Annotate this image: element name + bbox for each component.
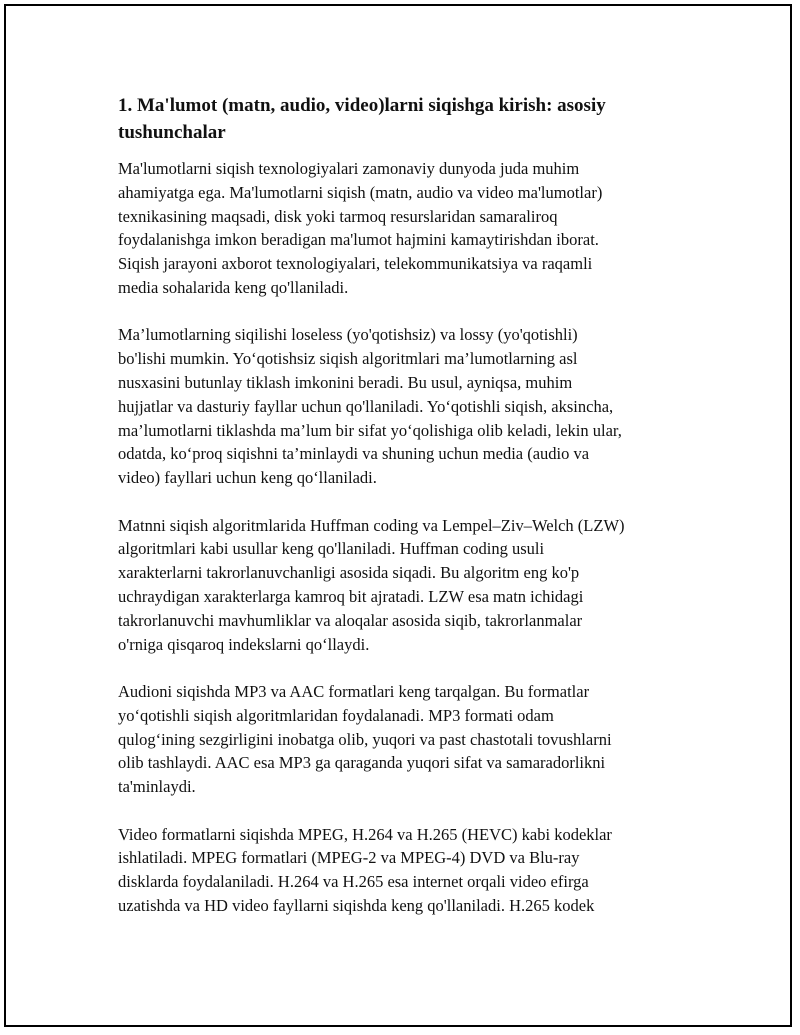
text-line: foydalanishga imkon beradigan ma'lumot hajmini kamaytirishdan iborat. xyxy=(118,230,599,250)
text-line: ma’lumotlarni tiklashda ma’lum bir sifat yo‘qolishiga olib keladi, lekin ular, xyxy=(118,420,622,440)
text-line: takrorlanuvchi mavhumliklar va aloqalar asosida siqib, takrorlanmalar xyxy=(118,610,583,630)
text-line: odatda, ko‘proq siqishni ta’minlaydi va shuning uchun media (audio va xyxy=(118,444,590,464)
heading-line: 1. Ma'lumot (matn, audio, video)larni siqishga kirish: asosiy xyxy=(118,95,606,116)
paragraph-intro xyxy=(118,157,698,300)
text-line: Video formatlarni siqishda MPEG, H.264 va H.265 (HEVC) kabi kodeklar xyxy=(118,824,612,844)
text-line: Audioni siqishda MP3 va AAC formatlari keng tarqalgan. Bu formatlar xyxy=(118,681,590,701)
text-line: Siqish jarayoni axborot texnologiyalari, telekommunikatsiya va raqamli xyxy=(118,254,593,274)
paragraph-text-compression xyxy=(118,514,698,657)
text-line: uchraydigan xarakterlarga kamroq bit ajratadi. LZW esa matn ichidagi xyxy=(118,586,584,606)
text-line: ishlatiladi. MPEG formatlari (MPEG-2 va MPEG-4) DVD va Blu-ray xyxy=(118,848,580,868)
text-line: texnikasining maqsadi, disk yoki tarmoq resurslaridan samaraliroq xyxy=(118,206,558,226)
text-line: uzatishda va HD video fayllarni siqishda keng qo'llaniladi. H.265 kodek xyxy=(118,895,595,915)
text-line: bo'lishi mumkin. Yo‘qotishsiz siqish algoritmlari ma’lumotlarning asl xyxy=(118,349,578,369)
paragraph-lossless-lossy xyxy=(118,323,698,490)
text-line: olib tashlaydi. AAC esa MP3 ga qaraganda yuqori sifat va samaradorlikni xyxy=(118,753,606,773)
text-line: nusxasini butunlay tiklash imkonini beradi. Bu usul, ayniqsa, muhim xyxy=(118,372,573,392)
text-line: xarakterlarni takrorlanuvchanligi asosida siqadi. Bu algoritm eng ko'p xyxy=(118,563,580,583)
text-line: hujjatlar va dasturiy fayllar uchun qo'llaniladi. Yo‘qotishli siqish, aksincha, xyxy=(118,396,614,416)
text-line: Matnni siqish algoritmlarida Huffman coding va Lempel–Ziv–Welch (LZW) xyxy=(118,515,625,535)
paragraph-audio-compression xyxy=(118,680,698,799)
text-line: algoritmlari kabi usullar keng qo'llaniladi. Huffman coding usuli xyxy=(118,539,545,559)
text-line: disklarda foydalaniladi. H.264 va H.265 esa internet orqali video efirga xyxy=(118,872,589,892)
text-line: ta'minlaydi. xyxy=(118,777,196,797)
text-line: media sohalarida keng qo'llaniladi. xyxy=(118,277,349,297)
heading-line: tushunchalar xyxy=(118,122,226,143)
text-line: o'rniga qisqaroq indekslarni qo‘llaydi. xyxy=(118,634,370,654)
text-line: qulog‘ining sezgirligini inobatga olib, yuqori va past chastotali tovushlarni xyxy=(118,729,612,749)
text-line: ahamiyatga ega. Ma'lumotlarni siqish (matn, audio va video ma'lumotlar) xyxy=(118,182,603,202)
document-body xyxy=(118,92,698,941)
text-line: Ma'lumotlarni siqish texnologiyalari zamonaviy dunyoda juda muhim xyxy=(118,159,580,178)
section-heading xyxy=(118,92,698,146)
text-line: Ma’lumotlarning siqilishi loseless (yo'qotishsiz) va lossy (yo'qotishli) xyxy=(118,325,578,345)
text-line: yo‘qotishli siqish algoritmlaridan foydalanadi. MP3 formati odam xyxy=(118,705,554,725)
paragraph-video-compression xyxy=(118,823,698,918)
text-line: video) fayllari uchun keng qo‘llaniladi. xyxy=(118,468,377,488)
